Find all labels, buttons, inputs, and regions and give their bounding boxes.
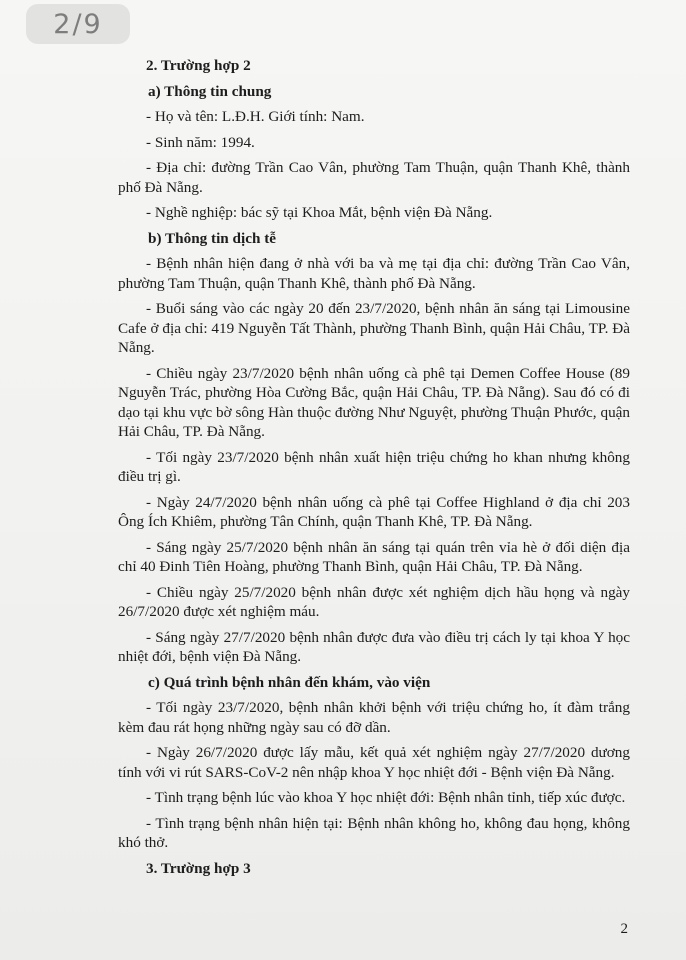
general-info-address: - Địa chỉ: đường Trần Cao Vân, phường Tam Thuận, quận Thanh Khê, thành phố Đà Nẵng.: [118, 159, 630, 196]
case-3-heading: 3. Trường hợp 3: [146, 859, 251, 877]
epidemiology-item: - Tối ngày 23/7/2020 bệnh nhân xuất hiện triệu chứng ho khan nhưng không điều trị gì.: [118, 448, 630, 485]
epidemiology-item: - Chiều ngày 23/7/2020 bệnh nhân uống cà phê tại Demen Coffee House (89 Nguyễn Trác, phường Hòa Cường Bắc, quận Hải Châu, TP. Đà Nẵng). Sau đó có đi dạo tại khu vực bờ sông Hàn thuộc đường Như Nguyệt, phường Thuận Phước, quận Hải Châu, TP. Đà Nẵng.: [118, 364, 630, 440]
general-info-heading: a) Thông tin chung: [148, 82, 272, 100]
admission-heading: c) Quá trình bệnh nhân đến khám, vào viện: [148, 673, 431, 691]
general-info-name-gender: - Họ và tên: L.Đ.H. Giới tính: Nam.: [146, 108, 365, 125]
general-info-section: [118, 107, 630, 223]
general-info-occupation: - Nghề nghiệp: bác sỹ tại Khoa Mắt, bệnh viện Đà Nẵng.: [146, 204, 493, 221]
photo-counter-badge[interactable]: 2/9: [26, 4, 130, 44]
epidemiology-section: [118, 254, 630, 667]
admission-item: - Ngày 26/7/2020 được lấy mẫu, kết quả xét nghiệm ngày 27/7/2020 dương tính với vi rút SARS-CoV-2 nên nhập khoa Y học nhiệt đới - Bệnh viện Đà Nẵng.: [118, 744, 630, 781]
epidemiology-item: - Sáng ngày 27/7/2020 bệnh nhân được đưa vào điều trị cách ly tại khoa Y học nhiệt đới, bệnh viện Đà Nẵng.: [118, 628, 630, 665]
admission-section: [118, 698, 630, 853]
epidemiology-item: - Sáng ngày 25/7/2020 bệnh nhân ăn sáng tại quán trên vỉa hè ở đối diện địa chỉ 40 Đinh Tiên Hoàng, phường Thanh Bình, quận Hải Châu, TP. Đà Nẵng.: [118, 538, 630, 575]
case-2-heading: 2. Trường hợp 2: [146, 57, 251, 74]
epidemiology-item: - Buổi sáng vào các ngày 20 đến 23/7/2020, bệnh nhân ăn sáng tại Limousine Cafe ở địa chỉ: 419 Nguyễn Tất Thành, phường Thanh Bình, quận Hải Châu, TP. Đà Nẵng.: [118, 300, 630, 356]
epidemiology-heading: b) Thông tin dịch tễ: [148, 229, 277, 247]
epidemiology-item: - Chiều ngày 25/7/2020 bệnh nhân được xét nghiệm dịch hầu họng và ngày 26/7/2020 được xét nghiệm máu.: [118, 583, 630, 620]
epidemiology-item: - Ngày 24/7/2020 bệnh nhân uống cà phê tại Coffee Highland ở địa chỉ 203 Ông Ích Khiêm, phường Tân Chính, quận Thanh Khê, TP. Đà Nẵng.: [118, 493, 630, 530]
admission-item: - Tình trạng bệnh nhân hiện tại: Bệnh nhân không ho, không đau họng, không khó thở.: [118, 814, 630, 851]
epidemiology-item: - Bệnh nhân hiện đang ở nhà với ba và mẹ tại địa chỉ: đường Trần Cao Vân, phường Tam Thuận, quận Thanh Khê, thành phố Đà Nẵng.: [118, 255, 630, 292]
admission-item: - Tình trạng bệnh lúc vào khoa Y học nhiệt đới: Bệnh nhân tỉnh, tiếp xúc được.: [146, 789, 626, 806]
document-body: [118, 56, 630, 884]
admission-item: - Tối ngày 23/7/2020, bệnh nhân khởi bệnh với triệu chứng ho, ít đàm trắng kèm đau rát họng những ngày sau có đỡ dần.: [118, 699, 630, 736]
general-info-birth-year: - Sinh năm: 1994.: [146, 133, 255, 151]
page-number: 2: [620, 921, 628, 937]
